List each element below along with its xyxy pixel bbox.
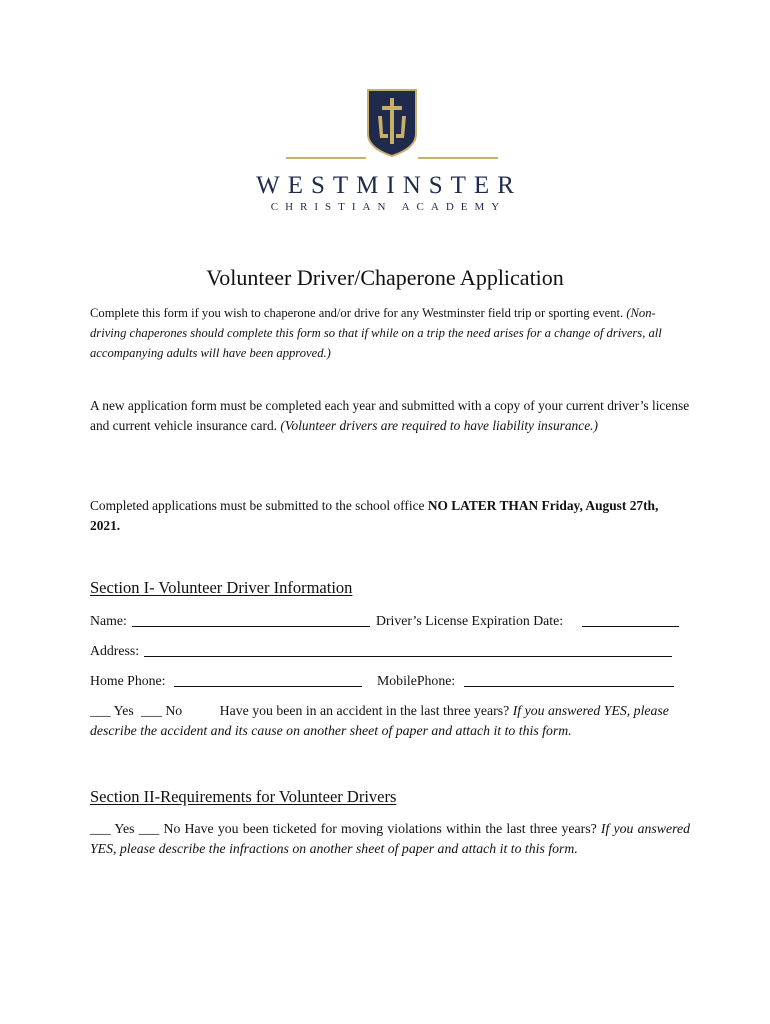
home-phone-field[interactable] — [174, 686, 362, 687]
intro-line: Complete this form if you wish to chaperone and/or drive for any Westminster field trip or sporting event. — [90, 306, 624, 320]
accident-question-text: Have you been in an accident in the last three years? — [219, 703, 510, 718]
accident-no[interactable]: ___ No — [141, 703, 183, 718]
annual-note: (Volunteer drivers are required to have liability insurance.) — [280, 418, 598, 433]
annual-paragraph — [90, 396, 690, 436]
violations-yes-no[interactable]: ___ Yes ___ No — [90, 821, 181, 836]
shield-cross-icon — [366, 88, 418, 158]
logo-divider-left — [286, 157, 366, 159]
deadline-text: Completed applications must be submitted to the school office — [90, 498, 428, 513]
mobile-phone-field[interactable] — [464, 686, 674, 687]
license-expiration-field[interactable] — [582, 626, 679, 627]
deadline-paragraph — [90, 496, 690, 536]
page-title: Volunteer Driver/Chaperone Application — [206, 265, 564, 290]
accident-question — [90, 701, 690, 741]
home-phone-label: Home Phone: — [90, 673, 166, 688]
logo-divider-right — [418, 157, 498, 159]
intro-note: (Non-driving chaperones should complete this form so that if while on a trip the need arises for a change of drivers, all accompanying adults will have been approved.) — [90, 306, 662, 360]
accident-question-note: If you answered YES, please describe the accident and its cause on another sheet of paper and attach it to this form. — [90, 703, 669, 738]
violations-question — [90, 819, 690, 859]
school-logo — [0, 88, 770, 218]
violations-question-note: If you answered YES, please describe the infractions on another sheet of paper and attach it to this form. — [90, 821, 690, 856]
name-license-row — [90, 611, 690, 631]
deadline-date: NO LATER THAN Friday, August 27th, 2021. — [90, 498, 659, 533]
intro-paragraph — [90, 303, 690, 363]
name-label: Name: — [90, 613, 127, 628]
name-field[interactable] — [132, 626, 370, 627]
address-row — [90, 641, 690, 661]
section2-heading: Section II-Requirements for Volunteer Drivers — [90, 787, 397, 806]
mobile-phone-label: MobilePhone: — [377, 673, 456, 688]
phone-row — [90, 671, 690, 691]
logo-wordmark: WESTMINSTER — [256, 172, 522, 199]
logo-subtitle: CHRISTIAN ACADEMY — [270, 201, 507, 213]
section1-heading: Section I- Volunteer Driver Information — [90, 578, 353, 597]
license-expiration-label: Driver’s License Expiration Date: — [376, 613, 564, 628]
address-field[interactable] — [144, 656, 672, 657]
annual-text: A new application form must be completed each year and submitted with a copy of your current driver’s license and current vehicle insurance card. — [90, 398, 690, 433]
accident-yes[interactable]: ___ Yes — [90, 703, 134, 718]
address-label: Address: — [90, 643, 140, 658]
violations-question-text: Have you been ticketed for moving violations within the last three years? — [184, 821, 597, 836]
